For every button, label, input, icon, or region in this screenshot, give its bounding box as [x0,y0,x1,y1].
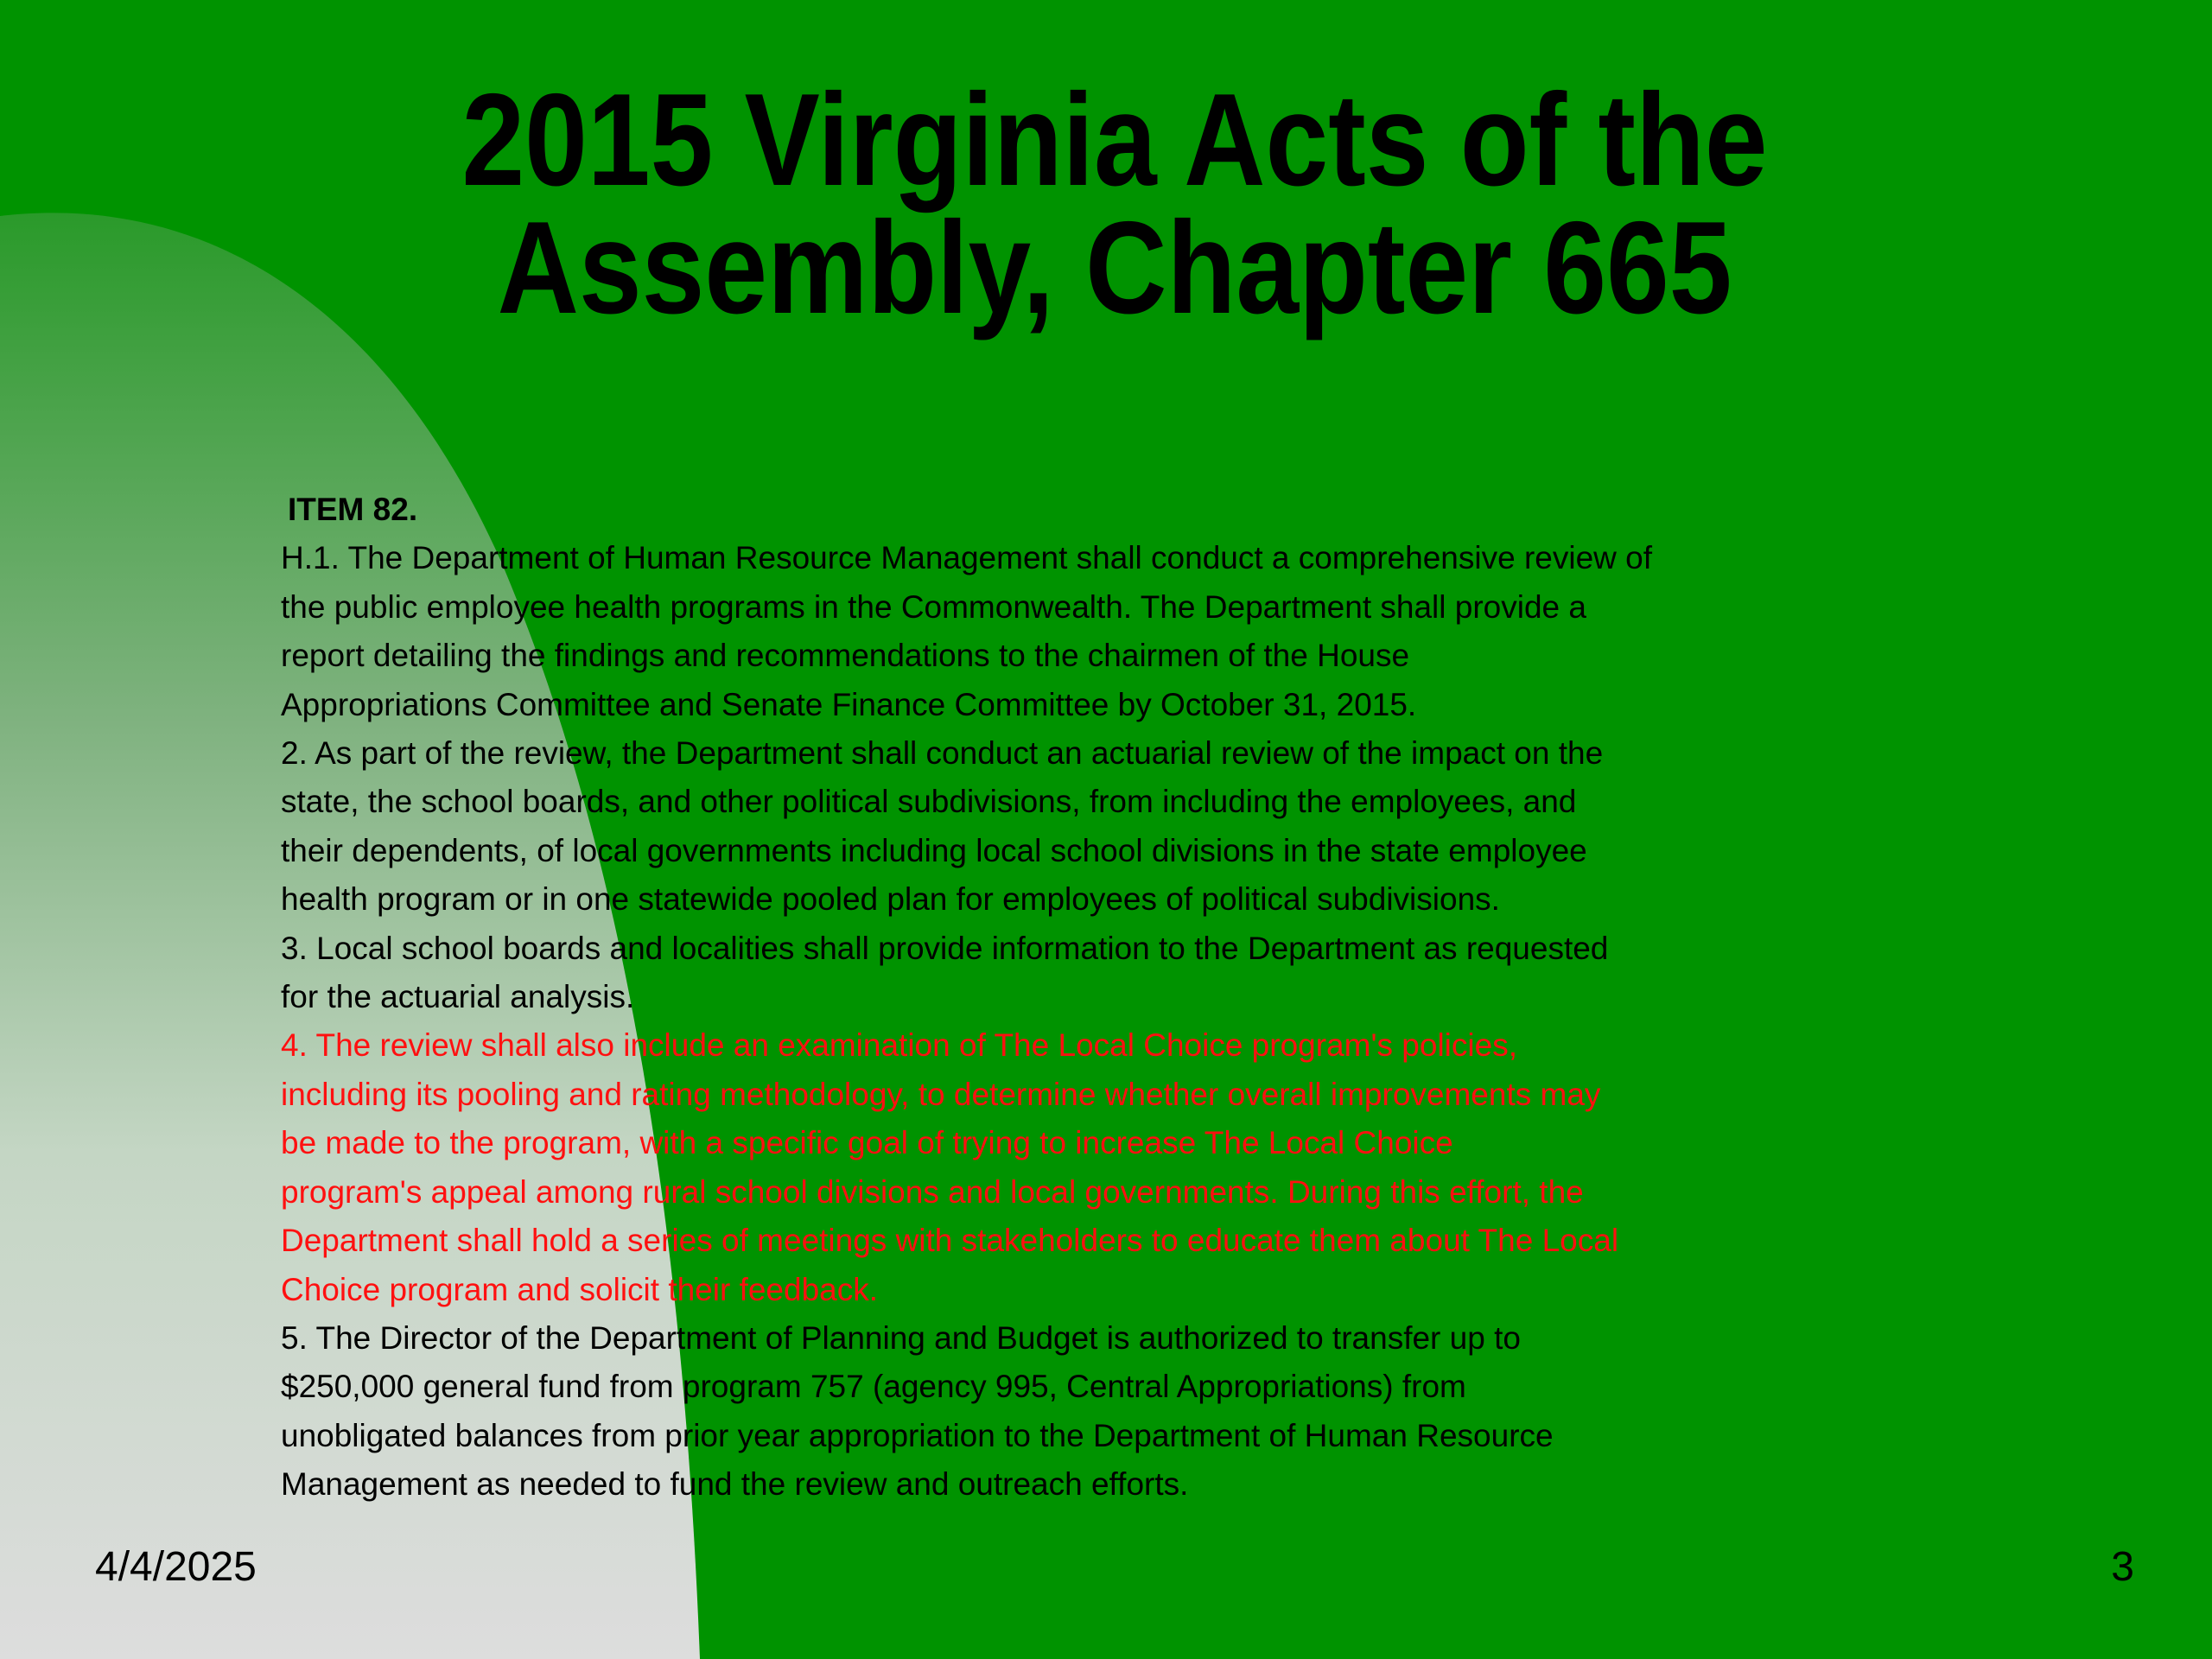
text-line: $250,000 general fund from program 757 (agency 995, Central Appropriations) from [281,1369,1466,1405]
text-line: 2. As part of the review, the Department shall conduct an actuarial review of the impact on the [281,735,1604,772]
text-line: be made to the program, with a specific goal of trying to increase The Local Choice [281,1125,1453,1161]
text-line: Choice program and solicit their feedback. [281,1271,879,1307]
text-line: unobligated balances from prior year appropriation to the Department of Human Resource [281,1417,1554,1453]
text-line: report detailing the findings and recommendations to the chairmen of the House [281,638,1410,674]
text-line: 5. The Director of the Department of Planning and Budget is authorized to transfer up to [281,1319,1521,1356]
text-line: Appropriations Committee and Senate Finance Committee by October 31, 2015. [281,686,1417,722]
paragraph-h1 [281,534,1767,729]
footer-date: 4/4/2025 [95,1544,257,1590]
text-line: H.1. The Department of Human Resource Management shall conduct a comprehensive review of [281,540,1653,576]
item-body [281,486,1767,1510]
paragraph-3 [281,925,1767,1022]
paragraph-4-highlighted [281,1021,1767,1313]
text-line: their dependents, of local governments including local school divisions in the state employee [281,832,1587,868]
slide-title [438,67,1790,341]
paragraph-5 [281,1314,1767,1510]
text-line: 3. Local school boards and localities shall provide information to the Department as requested [281,930,1609,966]
text-line: program's appeal among rural school divisions and local governments. During this effort, the [281,1173,1584,1210]
text-line: Management as needed to fund the review and outreach efforts. [281,1466,1189,1503]
title-line-1: 2015 Virginia Acts of the [461,67,1768,213]
text-line: health program or in one statewide pooled plan for employees of political subdivisions. [281,881,1500,918]
item-heading: ITEM 82. [288,492,418,527]
text-line: 4. The review shall also include an examination of The Local Choice program's policies, [281,1027,1517,1064]
page-number: 3 [2111,1544,2134,1590]
text-line: state, the school boards, and other political subdivisions, from including the employees, and [281,784,1577,820]
text-line: the public employee health programs in the Commonwealth. The Department shall provide a [281,588,1586,625]
text-line: Department shall hold a series of meetings with stakeholders to educate them about The Local [281,1223,1619,1259]
paragraph-2 [281,729,1767,925]
title-line-2: Assembly, Chapter 665 [497,194,1732,341]
text-line: for the actuarial analysis. [281,979,635,1015]
text-line: including its pooling and rating methodology, to determine whether overall improvements may [281,1076,1601,1112]
